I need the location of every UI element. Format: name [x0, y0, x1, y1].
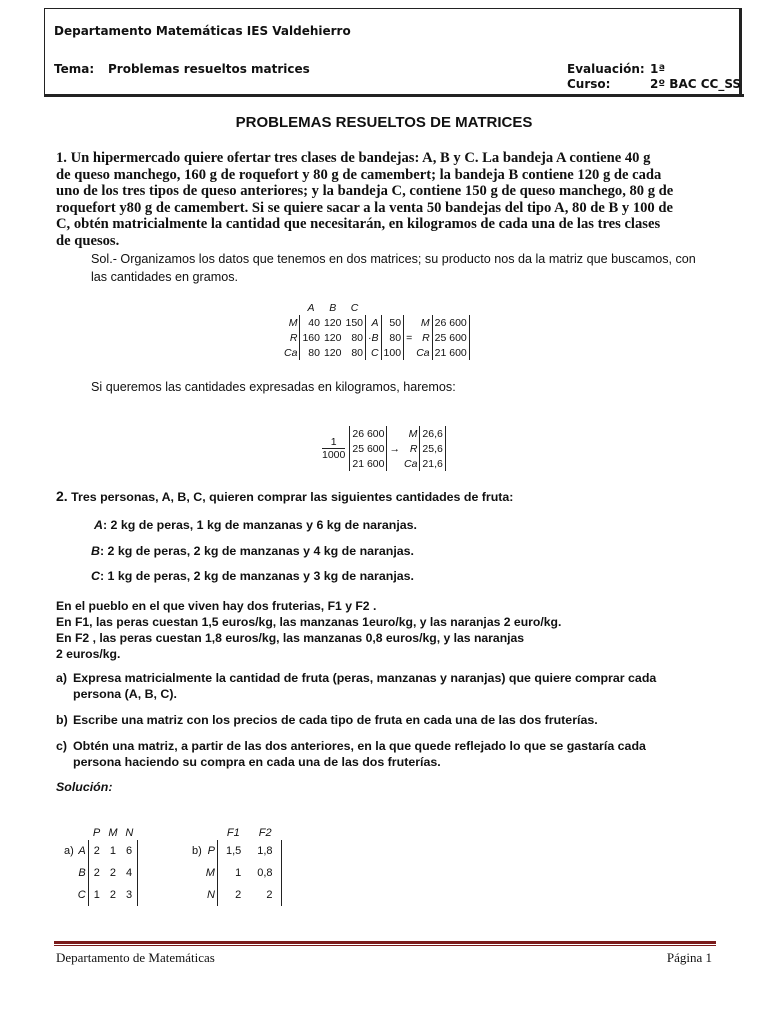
footer-page-number: Página 1	[666, 950, 712, 965]
cell: 120	[323, 346, 342, 359]
header-curso-label: Curso:	[567, 77, 611, 91]
problem1-statement	[56, 150, 716, 250]
header-department: Departamento Matemáticas IES Valdehierro	[54, 24, 351, 38]
solution-b-matrix	[190, 825, 282, 906]
problem1-line: de queso manchego, 160 g de roquefort y 80 g de camembert; la bandeja B contiene 120 g de cada	[56, 166, 662, 183]
person-text: : 1 kg de peras, 2 kg de manzanas y 3 kg de naranjas.	[99, 569, 414, 583]
kg-label: Ca	[403, 457, 418, 470]
sol-line: Sol.- Organizamos los datos que tenemos en dos matrices; su producto nos da la matriz que buscamos, con	[91, 252, 696, 266]
arrow-symbol: →	[389, 442, 400, 455]
cell: 80	[300, 345, 322, 360]
kg-in-cell: 25 600	[350, 441, 387, 456]
fraction-denominator: 1000	[322, 449, 346, 461]
cell: 160	[300, 330, 322, 345]
problem1-kg-text: Si queremos las cantidades expresadas en kilogramos, haremos:	[91, 380, 456, 394]
cell: 80	[344, 345, 366, 360]
kg-label: R	[409, 442, 418, 455]
page-title: PROBLEMAS RESUELTOS DE MATRICES	[235, 114, 533, 131]
row-label: M	[288, 316, 298, 329]
cell: 1,5	[217, 840, 249, 862]
cell: 2	[109, 867, 116, 879]
kg-out-cell: 21,6	[420, 456, 445, 471]
footer-department: Departamento de Matemáticas	[56, 950, 215, 965]
col-header: M	[108, 826, 118, 839]
res-cell: 25 600	[432, 330, 469, 345]
header-curso-value: 2º BAC CC_SS	[650, 77, 742, 91]
person-item	[91, 544, 414, 558]
row-label: B	[78, 867, 86, 879]
col-header: F1	[226, 826, 240, 839]
fraction-numerator: 1	[322, 436, 345, 449]
town-line: En F1, las peras cuestan 1,5 euros/kg, las manzanas 1euro/kg, y las naranjas 2 euro/kg.	[56, 615, 562, 629]
header-evaluacion-value: 1ª	[650, 62, 666, 76]
cell: 0,8	[249, 862, 281, 884]
problem1-line: 1. Un hipermercado quiere ofertar tres clases de bandejas: A, B y C. La bandeja A contiene 40 g	[56, 150, 651, 166]
vec-label: ·B	[368, 331, 379, 344]
problem1-solution-text	[91, 250, 721, 286]
person-name: A	[94, 518, 103, 532]
kg-in-cell: 26 600	[350, 426, 387, 441]
town-line: En F2 , las peras cuestan 1,8 euros/kg, las manzanas 0,8 euros/kg, y las naranjas	[56, 631, 525, 645]
sol-b-table	[190, 825, 282, 906]
question-letter: b)	[56, 713, 68, 727]
sol-a-table	[62, 825, 138, 906]
vec-cell: 100	[381, 345, 404, 360]
problem2-intro	[56, 488, 513, 504]
res-label: M	[420, 316, 430, 329]
matrix-cheese	[282, 300, 473, 360]
person-text: : 2 kg de peras, 1 kg de manzanas y 6 kg de naranjas.	[102, 518, 417, 532]
header-divider	[44, 94, 744, 97]
kg-out-cell: 25,6	[420, 441, 445, 456]
res-label: Ca	[416, 346, 430, 359]
cell: 120	[323, 316, 342, 329]
res-cell: 26 600	[432, 315, 469, 330]
question-c	[56, 738, 736, 769]
cell: 1	[88, 884, 105, 906]
footer-rule-thin	[54, 945, 716, 946]
row-label: Ca	[284, 346, 298, 359]
cell: 1,8	[249, 840, 281, 862]
col-header: P	[92, 826, 101, 839]
res-cell: 21 600	[432, 345, 469, 360]
vec-label: A	[371, 316, 379, 329]
cell: 4	[121, 862, 138, 884]
cell: 150	[344, 315, 366, 330]
footer-rule	[54, 941, 716, 944]
cell: 40	[300, 315, 322, 330]
sol-prefix: a)	[64, 845, 74, 857]
header-evaluacion-label: Evaluación:	[567, 62, 645, 76]
vec-label: C	[370, 346, 379, 359]
row-label: R	[289, 331, 298, 344]
person-item	[94, 518, 417, 532]
cell: 2	[88, 862, 105, 884]
problem1-line: roquefort y80 g de camembert. Si se quiere sacar a la venta 50 bandejas del tipo A, 80 de B y 100 de	[56, 199, 673, 216]
sol-prefix: b)	[192, 845, 202, 857]
sol-line: las cantidades en gramos.	[91, 270, 239, 284]
person-item	[91, 569, 414, 583]
cell: 6	[121, 840, 138, 862]
question-letter: a)	[56, 671, 68, 685]
col-header: N	[125, 826, 134, 839]
problem1-kg-conversion	[320, 426, 446, 471]
problem2-intro-text: Tres personas, A, B, C, quieren comprar las siguientes cantidades de fruta:	[71, 490, 514, 504]
question-text: Escribe una matriz con los precios de cada tipo de fruta en cada una de las dos fruterías.	[73, 713, 598, 727]
kg-table	[320, 426, 446, 471]
col-header: C	[350, 301, 359, 314]
dot-symbol: ·	[368, 331, 372, 344]
cell: 1	[109, 845, 116, 857]
cell: 1	[217, 862, 249, 884]
row-label: N	[207, 889, 215, 901]
col-header: F2	[258, 826, 272, 839]
problem1-line: de quesos.	[56, 232, 120, 249]
town-text	[56, 598, 561, 662]
problem1-matrix-product	[282, 300, 473, 360]
row-label: M	[205, 867, 215, 879]
vec-cell: 50	[381, 315, 404, 330]
cell: 3	[121, 884, 138, 906]
solution-a-matrix	[62, 825, 138, 906]
row-label: A	[78, 845, 86, 857]
person-name: B	[91, 544, 100, 558]
kg-in-cell: 21 600	[350, 456, 387, 471]
question-text: Expresa matricialmente la cantidad de fruta (peras, manzanas y naranjas) que quiere comprar cada persona (A, B, C).	[73, 671, 657, 701]
res-label: R	[422, 331, 430, 344]
vec-cell: 80	[381, 330, 404, 345]
col-header: A	[307, 301, 315, 314]
header-tema-label: Tema:	[54, 62, 95, 76]
cell: 120	[323, 331, 342, 344]
cell: 2	[88, 840, 105, 862]
question-letter: c)	[56, 739, 68, 753]
cell: 80	[344, 330, 366, 345]
question-b	[56, 712, 736, 728]
town-line: En el pueblo en el que viven hay dos fruterias, F1 y F2 .	[56, 599, 377, 613]
header-tema-value: Problemas resueltos matrices	[108, 62, 310, 76]
town-line: 2 euros/kg.	[56, 647, 121, 661]
cell: 2	[109, 889, 116, 901]
row-label: P	[207, 845, 215, 857]
person-name: C	[91, 569, 100, 583]
cell: 2	[217, 884, 249, 906]
question-a	[56, 670, 736, 701]
kg-out-cell: 26,6	[420, 426, 445, 441]
col-header: B	[329, 301, 337, 314]
equals-sign: =	[406, 331, 413, 344]
kg-label: M	[408, 427, 418, 440]
header-box	[44, 8, 742, 96]
solution-label: Solución:	[56, 780, 113, 794]
row-label: C	[77, 889, 86, 901]
cell: 2	[249, 884, 281, 906]
problem2-number: 2.	[56, 488, 68, 504]
problem1-line: C, obtén matricialmente la cantidad que necesitarán, en kilogramos de cada una de las tres clases	[56, 216, 661, 233]
problem1-line: uno de los tres tipos de queso anteriores; y la bandeja C, contiene 150 g de queso manchego, 80 g de	[56, 183, 674, 200]
person-text: : 2 kg de peras, 2 kg de manzanas y 4 kg de naranjas.	[99, 544, 414, 558]
question-text: Obtén una matriz, a partir de las dos anteriores, en la que quede reflejado lo que se gastaría cada persona haciendo su compra en cada una de las dos fruterías.	[73, 739, 646, 769]
